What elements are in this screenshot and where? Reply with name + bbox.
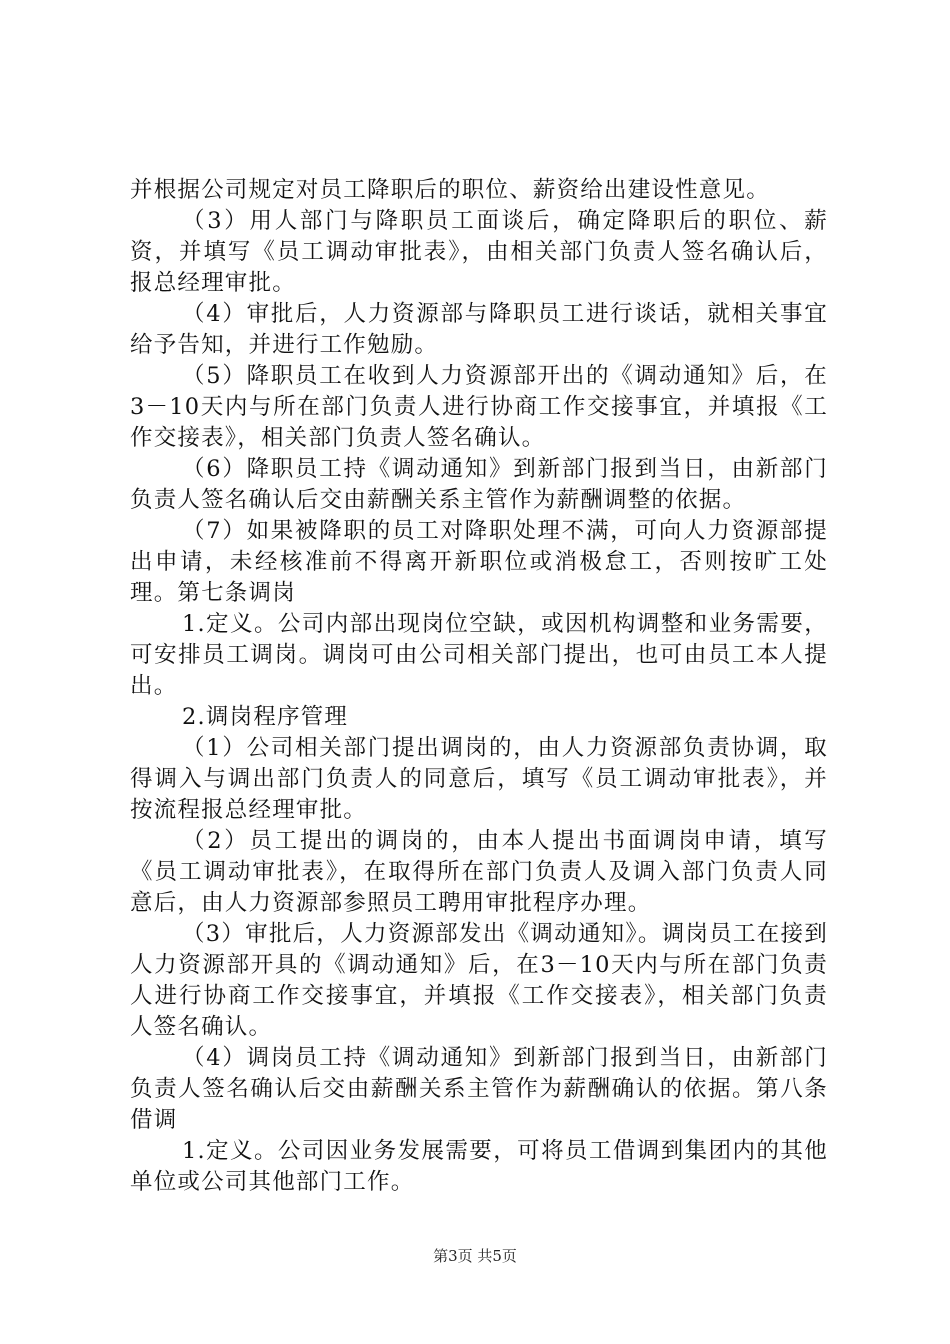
- document-body: [130, 175, 828, 1198]
- paragraph-1: （3）用人部门与降职员工面谈后，确定降职后的职位、薪资，并填写《员工调动审批表》，由相关部门负责人签名确认后，报总经理审批。: [130, 208, 828, 296]
- paragraph-10: （3）审批后，人力资源部发出《调动通知》。调岗员工在接到人力资源部开具的《调动通知》后，在3－10天内与所在部门负责人进行协商工作交接事宜，并填报《工作交接表》，相关部门负责人签名确认。: [130, 921, 828, 1040]
- paragraph-12: 1.定义。公司因业务发展需要，可将员工借调到集团内的其他单位或公司其他部门工作。: [130, 1138, 828, 1195]
- paragraph-2: （4）审批后，人力资源部与降职员工进行谈话，就相关事宜给予告知，并进行工作勉励。: [130, 301, 828, 358]
- paragraph-5: （7）如果被降职的员工对降职处理不满，可向人力资源部提出申请，未经核准前不得离开新职位或消极怠工，否则按旷工处理。第七条调岗: [130, 518, 828, 606]
- paragraph-8: （1）公司相关部门提出调岗的，由人力资源部负责协调，取得调入与调出部门负责人的同意后，填写《员工调动审批表》，并按流程报总经理审批。: [130, 735, 828, 823]
- paragraph-6: 1.定义。公司内部出现岗位空缺，或因机构调整和业务需要，可安排员工调岗。调岗可由公司相关部门提出，也可由员工本人提出。: [130, 611, 828, 699]
- page-number-footer: 第3页 共5页: [433, 1247, 517, 1265]
- paragraph-3: （5）降职员工在收到人力资源部开出的《调动通知》后，在3－10天内与所在部门负责人进行协商工作交接事宜，并填报《工作交接表》，相关部门负责人签名确认。: [130, 363, 828, 451]
- paragraph-11: （4）调岗员工持《调动通知》到新部门报到当日，由新部门负责人签名确认后交由薪酬关系主管作为薪酬确认的依据。第八条借调: [130, 1045, 828, 1133]
- paragraph-0: 并根据公司规定对员工降职后的职位、薪资给出建设性意见。: [130, 177, 770, 203]
- paragraph-9: （2）员工提出的调岗的，由本人提出书面调岗申请，填写《员工调动审批表》，在取得所在部门负责人及调入部门负责人同意后，由人力资源部参照员工聘用审批程序办理。: [130, 828, 828, 916]
- paragraph-7: 2.调岗程序管理: [182, 704, 349, 730]
- paragraph-4: （6）降职员工持《调动通知》到新部门报到当日，由新部门负责人签名确认后交由薪酬关系主管作为薪酬调整的依据。: [130, 456, 828, 513]
